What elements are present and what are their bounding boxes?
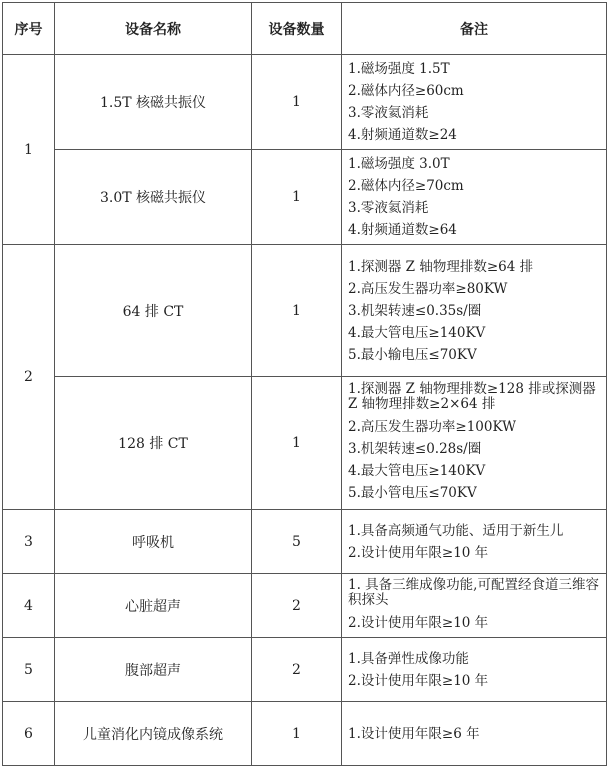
remark-line: 1.设计使用年限≥6 年	[348, 725, 480, 742]
remark-line: 5.最小输电压≤70KV	[348, 346, 477, 363]
table-row	[3, 574, 607, 638]
remark-line: 3.机架转速≤0.35s/圈	[348, 302, 482, 319]
remark-line: 2.磁体内径≥70cm	[348, 178, 464, 194]
table-row	[3, 510, 607, 574]
remark-line: 1.探测器 Z 轴物理排数≥64 排	[348, 258, 534, 275]
equipment-qty: 1	[252, 702, 342, 766]
header-no: 序号	[3, 3, 55, 55]
remark-line: 5.最小管电压≤70KV	[348, 485, 477, 501]
remark-line: 2.磁体内径≥60cm	[348, 83, 464, 99]
remark-line: 2.设计使用年限≥10 年	[348, 672, 489, 689]
remark-line: 4.最大管电压≥140KV	[348, 324, 486, 341]
remark-line: 4.最大管电压≥140KV	[348, 463, 486, 479]
equipment-name: 3.0T 核磁共振仪	[55, 150, 252, 245]
remark-line: 1.具备弹性成像功能	[348, 650, 469, 667]
header-remark: 备注	[342, 3, 607, 55]
remark-line: 2.高压发生器功率≥100KW	[348, 419, 516, 435]
remark-line: 3.零液氦消耗	[348, 200, 429, 216]
equipment-name: 64 排 CT	[55, 245, 252, 377]
remark-cell	[342, 150, 607, 245]
table-row	[3, 377, 607, 510]
equipment-name: 心脏超声	[55, 574, 252, 638]
remark-cell	[342, 574, 607, 638]
remark-cell	[342, 377, 607, 510]
equipment-name: 儿童消化内镜成像系统	[55, 702, 252, 766]
equipment-qty: 1	[252, 150, 342, 245]
header-name: 设备名称	[55, 3, 252, 55]
remark-line: 2.设计使用年限≥10 年	[348, 544, 489, 561]
row-no: 4	[3, 574, 55, 638]
remark-line: 1.磁场强度 3.0T	[348, 156, 450, 172]
table-row	[3, 638, 607, 702]
remark-line: 2.设计使用年限≥10 年	[348, 614, 489, 631]
header-qty: 设备数量	[252, 3, 342, 55]
equipment-name: 腹部超声	[55, 638, 252, 702]
header-row	[3, 3, 607, 55]
equipment-qty: 2	[252, 574, 342, 638]
row-no: 6	[3, 702, 55, 766]
remark-cell	[342, 55, 607, 150]
remark-line: 2.高压发生器功率≥80KW	[348, 280, 508, 297]
remark-line: 1.磁场强度 1.5T	[348, 61, 450, 77]
equipment-name: 1.5T 核磁共振仪	[55, 55, 252, 150]
remark-cell	[342, 245, 607, 377]
remark-line: 3.机架转速≤0.28s/圈	[348, 441, 482, 457]
row-no: 2	[3, 245, 55, 510]
table-row	[3, 245, 607, 377]
row-no: 3	[3, 510, 55, 574]
equipment-qty: 1	[252, 245, 342, 377]
remark-line: 1. 具备三维成像功能,可配置经食道三维容积探头	[348, 576, 599, 608]
remark-line: 1.探测器 Z 轴物理排数≥128 排或探测器 Z 轴物理排数≥2×64 排	[348, 381, 596, 412]
row-no: 5	[3, 638, 55, 702]
table-row	[3, 702, 607, 766]
equipment-qty: 1	[252, 55, 342, 150]
row-no: 1	[3, 55, 55, 245]
remark-line: 1.具备高频通气功能、适用于新生儿	[348, 522, 564, 539]
remark-cell	[342, 702, 607, 766]
remark-line: 3.零液氦消耗	[348, 105, 429, 121]
remark-cell	[342, 638, 607, 702]
equipment-qty: 2	[252, 638, 342, 702]
remark-cell	[342, 510, 607, 574]
equipment-name: 128 排 CT	[55, 377, 252, 510]
equipment-name: 呼吸机	[55, 510, 252, 574]
table-row	[3, 55, 607, 150]
remark-line: 4.射频通道数≥64	[348, 222, 457, 238]
equipment-qty: 5	[252, 510, 342, 574]
table-row	[3, 150, 607, 245]
equipment-qty: 1	[252, 377, 342, 510]
equipment-table	[2, 2, 607, 766]
remark-line: 4.射频通道数≥24	[348, 127, 457, 143]
